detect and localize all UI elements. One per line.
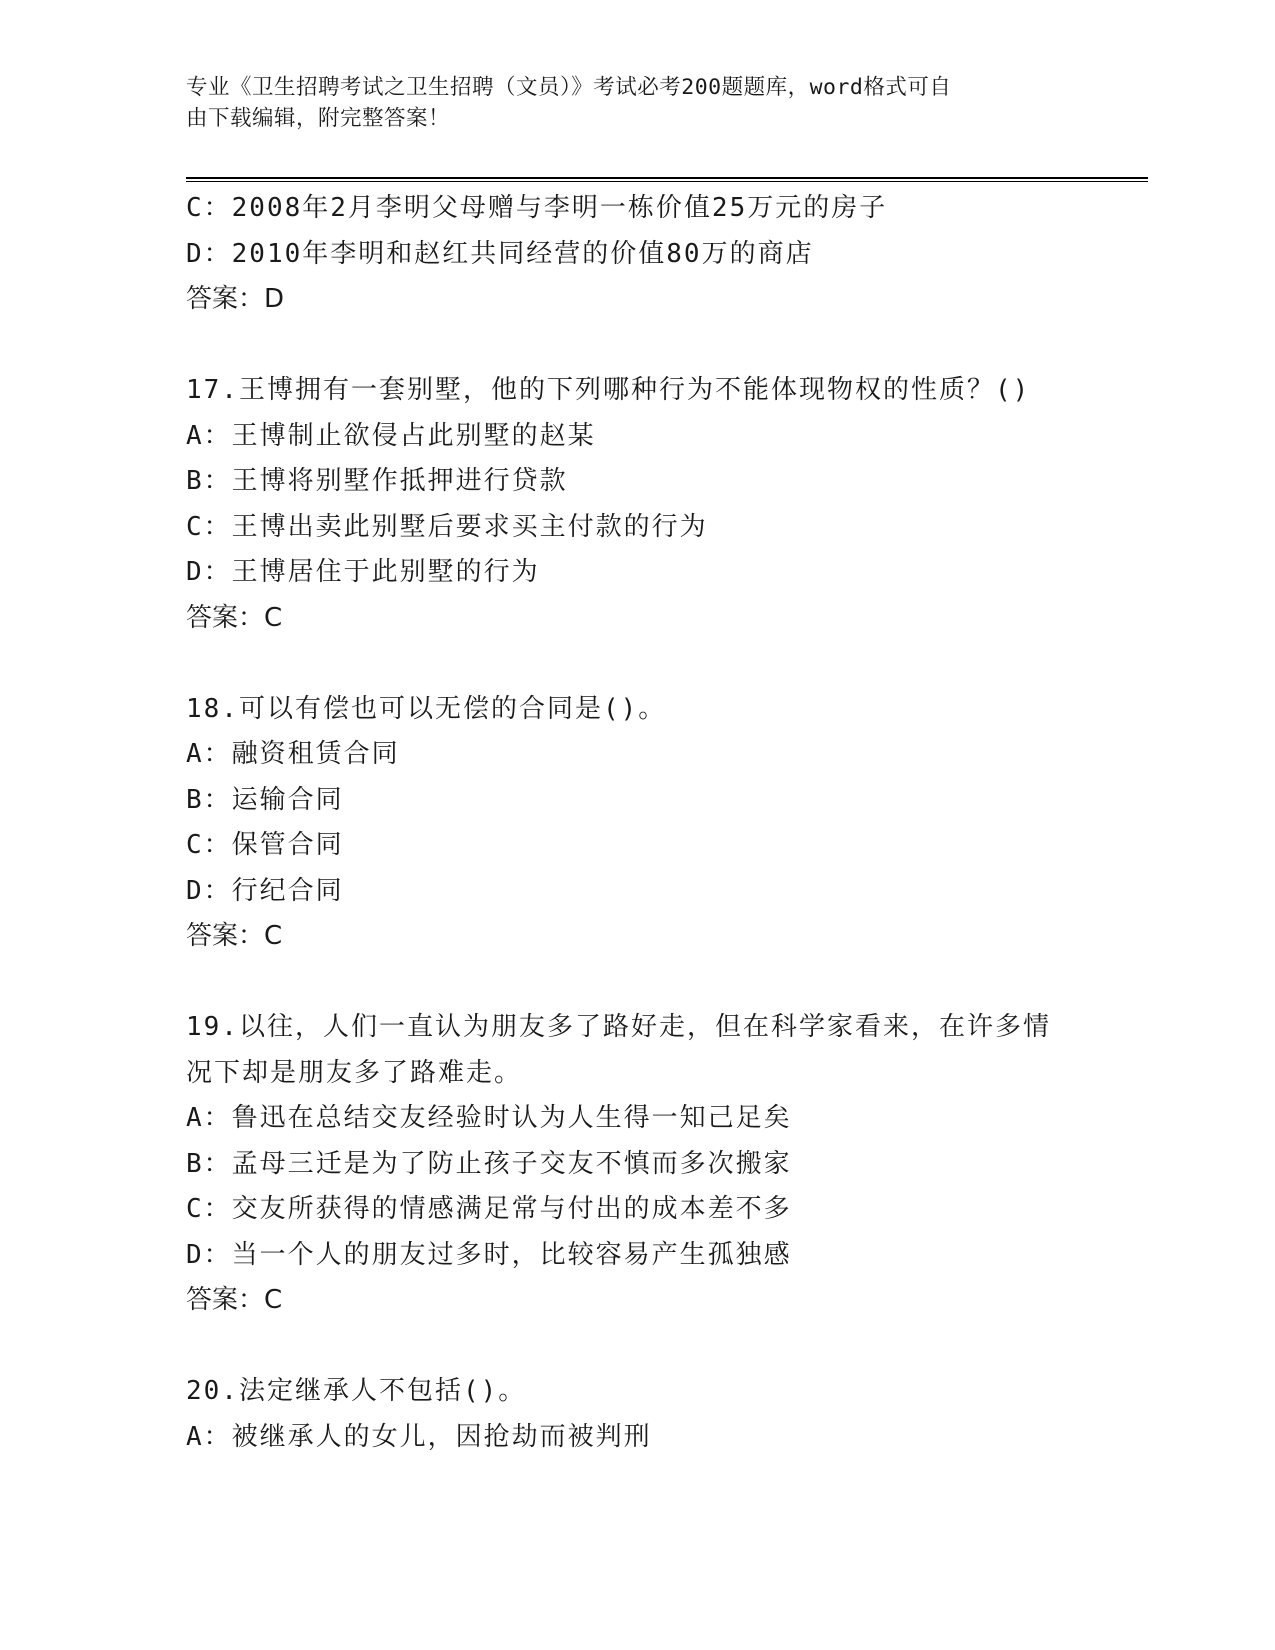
question-17: [186, 368, 1086, 641]
question-gap: [186, 960, 1086, 1006]
question-body: [186, 186, 1086, 1460]
header-line-1: 专业《卫生招聘考试之卫生招聘（文员）》考试必考200题题库，word格式可自: [186, 75, 952, 100]
answer-line: 答案：C: [186, 1285, 283, 1315]
option-c: C：王博出卖此别墅后要求买主付款的行为: [186, 511, 708, 542]
option-a: A：鲁迅在总结交友经验时认为人生得一知己足矣: [186, 1103, 792, 1133]
option-d: D：2010年李明和赵红共同经营的价值80万的商店: [186, 238, 814, 269]
question-16-continuation: [186, 186, 1086, 323]
question-stem: 19.以往，人们一直认为朋友多了路好走，但在科学家看来，在许多情: [186, 1012, 1051, 1042]
option-c: C：2008年2月李明父母赠与李明一栋价值25万元的房子: [186, 193, 888, 223]
question-gap: [186, 1324, 1086, 1370]
option-a: A：被继承人的女儿，因抢劫而被判刑: [186, 1421, 652, 1452]
option-b: B：运输合同: [186, 784, 344, 815]
answer-line: 答案：D: [186, 284, 285, 314]
answer-line: 答案：C: [186, 921, 283, 951]
header-divider-thin: [186, 181, 1148, 182]
option-c: C：交友所获得的情感满足常与付出的成本差不多: [186, 1194, 792, 1224]
header-line-2: 由下载编辑，附完整答案！: [186, 106, 451, 131]
question-stem: 20.法定继承人不包括()。: [186, 1376, 527, 1406]
question-stem: 18.可以有偿也可以无偿的合同是()。: [186, 693, 667, 724]
option-b: B：孟母三迁是为了防止孩子交友不慎而多次搬家: [186, 1148, 792, 1179]
question-stem: 17.王博拥有一套别墅，他的下列哪种行为不能体现物权的性质？(): [186, 375, 1031, 405]
question-19: [186, 1005, 1086, 1324]
question-gap: [186, 323, 1086, 369]
header-divider-thick: [186, 177, 1148, 179]
question-20: [186, 1369, 1086, 1460]
page-header: [186, 72, 1066, 134]
option-d: D：当一个人的朋友过多时，比较容易产生孤独感: [186, 1239, 792, 1270]
option-d: D：行纪合同: [186, 875, 344, 906]
option-a: A：融资租赁合同: [186, 739, 400, 769]
option-d: D：王博居住于此别墅的行为: [186, 557, 540, 587]
option-c: C：保管合同: [186, 830, 344, 860]
question-stem-continued: 况下却是朋友多了路难走。: [186, 1057, 523, 1088]
question-gap: [186, 641, 1086, 687]
question-18: [186, 687, 1086, 960]
answer-line: 答案：C: [186, 602, 283, 633]
option-a: A：王博制止欲侵占此别墅的赵某: [186, 420, 596, 451]
option-b: B：王博将别墅作抵押进行贷款: [186, 466, 568, 496]
